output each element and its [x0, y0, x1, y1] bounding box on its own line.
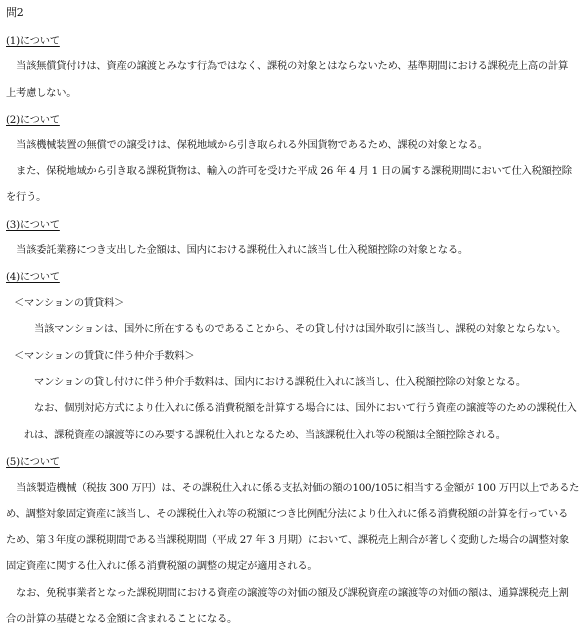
section-5-line-3: ため、第３年度の課税期間である当課税期間（平成 27 年 3 月期）において、課税売上割合が著しく変動した場合の調整対象	[6, 534, 569, 546]
section-5-line-5: なお、免税事業者となった課税期間における資産の譲渡等の対価の額及び課税資産の譲渡等の対価の額は、通算課税売上割	[6, 587, 569, 599]
section-1-line-2: 上考慮しない。	[6, 87, 77, 99]
section-4-line-3: なお、個別対応方式により仕入れに係る消費税額を計算する場合には、国外において行う資産の譲渡等のための課税仕入	[24, 402, 577, 414]
section-4-subheading-commission: ＜マンションの賃貸に伴う仲介手数料＞	[14, 350, 195, 362]
section-4-line-4: れは、課税資産の譲渡等にのみ要する課税仕入れとなるため、当該課税仕入れ等の税額は全額控除される。	[24, 429, 506, 441]
section-5-line-1: 当該製造機械（税抜 300 万円）は、その課税仕入れに係る支払対価の額の100/105に相当する金額が 100 万円以上であるた	[6, 482, 580, 494]
section-1-line-1: 当該無償貸付けは、資産の譲渡とみなす行為ではなく、課税の対象とはならないため、基準期間における課税売上高の計算	[6, 60, 569, 72]
page-title: 問2	[6, 6, 24, 19]
section-5-line-4: 固定資産に関する仕入れに係る消費税額の調整の規定が適用される。	[6, 560, 318, 572]
section-2-line-3: を行う。	[6, 191, 47, 203]
section-4-heading: (4)について	[6, 271, 60, 283]
section-5-heading: (5)について	[6, 456, 60, 468]
section-1-heading: (1)について	[6, 35, 60, 47]
section-3-heading: (3)について	[6, 219, 60, 231]
section-2-line-2: また、保税地域から引き取る課税貨物は、輸入の許可を受けた平成 26 年 4 月 1 日の属する課税期間において仕入税額控除	[6, 165, 572, 177]
section-4-line-2: マンションの貸し付けに伴う仲介手数料は、国内における課税仕入れに該当し、仕入税額控除の対象となる。	[24, 376, 526, 388]
section-2-line-1: 当該機械装置の無償での譲受けは、保税地域から引き取られる外国貨物であるため、課税の対象となる。	[6, 139, 488, 151]
section-3-line-1: 当該委託業務につき支出した金額は、国内における課税仕入れに該当し仕入税額控除の対象となる。	[6, 244, 468, 256]
section-5-line-6: 合の計算の基礎となる金額に含まれることになる。	[6, 613, 238, 625]
section-4-line-1: 当該マンションは、国外に所在するものであることから、その貸し付けは国外取引に該当し、課税の対象とならない。	[24, 323, 567, 335]
section-4-subheading-rent: ＜マンションの賃貸料＞	[14, 297, 125, 309]
section-5-line-2: め、調整対象固定資産に該当し、その課税仕入れ等の税額につき比例配分法により仕入れに係る消費税額の計算を行っている	[6, 508, 569, 520]
section-2-heading: (2)について	[6, 114, 60, 126]
